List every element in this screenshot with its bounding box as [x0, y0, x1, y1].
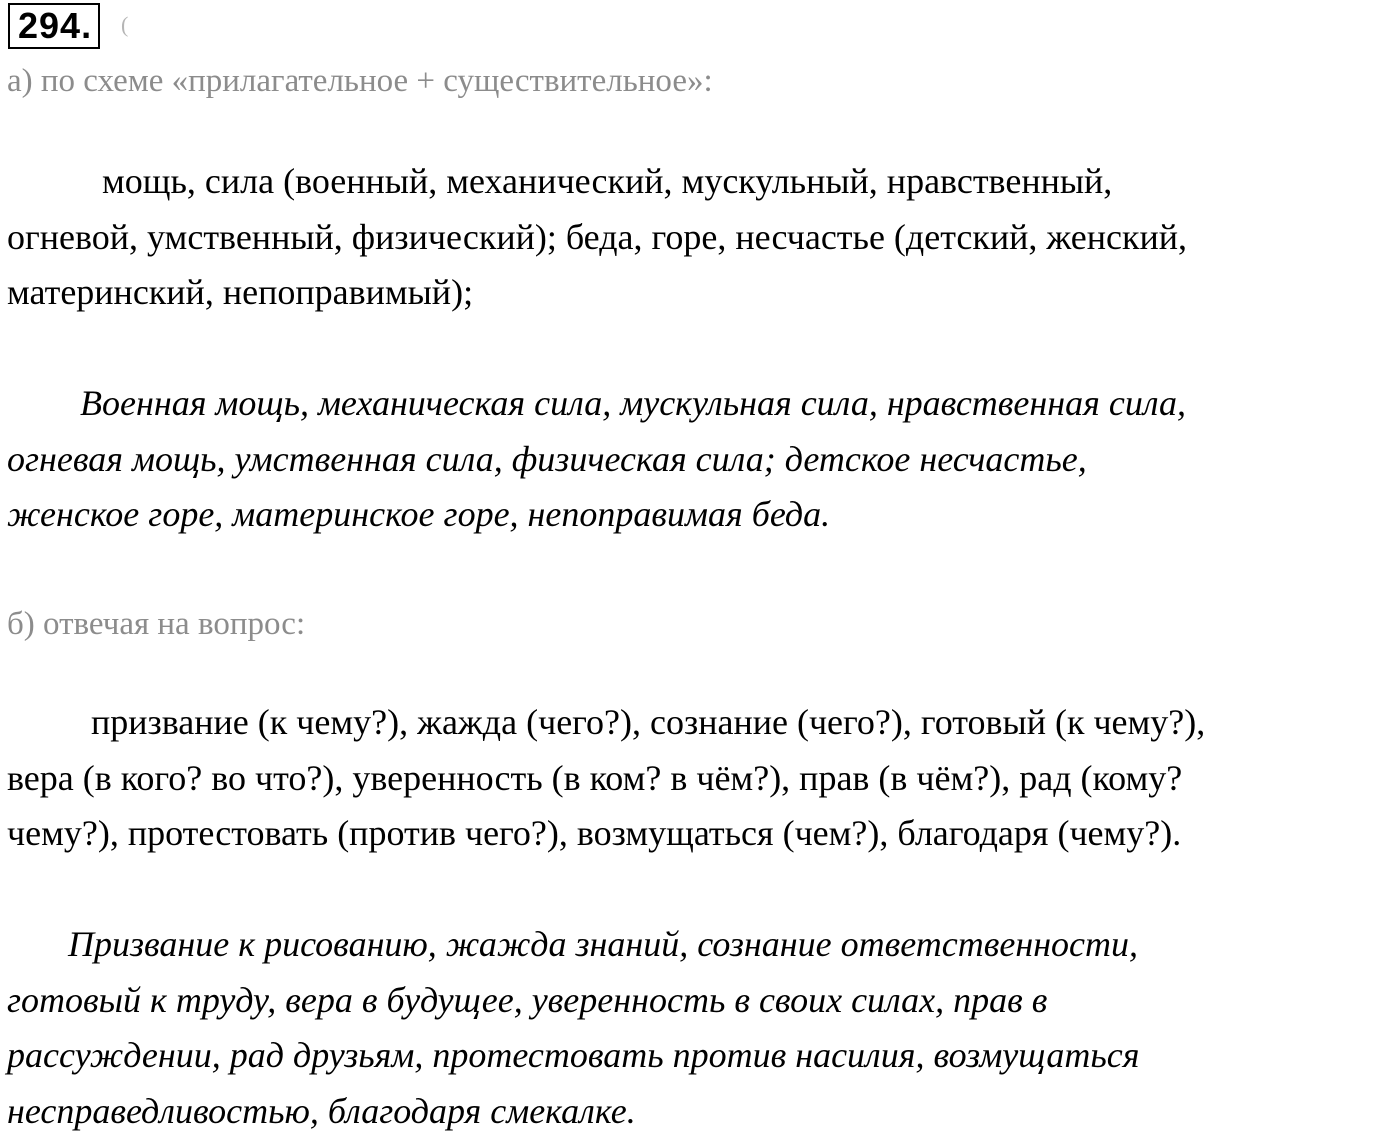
answer-b-line: несправедливостью, благодаря смекалке. — [7, 1084, 1397, 1139]
task-a-instruction: а) по схеме «прилагательное + существительное»: — [7, 61, 713, 101]
answer-a-line: женское горе, материнское горе, непоправимая беда. — [7, 487, 1397, 543]
words-b-line: чему?), протестовать (против чего?), возмущаться (чем?), благодаря (чему?). — [7, 806, 1397, 862]
words-b-line: призвание (к чему?), жажда (чего?), сознание (чего?), готовый (к чему?), — [7, 695, 1397, 751]
exercise-number: 294. — [8, 3, 100, 49]
words-b-line: вера (в кого? во что?), уверенность (в ком? в чём?), прав (в чём?), рад (кому? — [7, 751, 1397, 807]
answer-a-paragraph — [7, 376, 1397, 543]
words-b-paragraph — [7, 695, 1397, 862]
answer-b-paragraph — [7, 917, 1397, 1139]
words-a-line: материнский, непоправимый); — [7, 265, 1397, 321]
words-a-paragraph — [7, 154, 1397, 321]
answer-b-line: готовый к труду, вера в будущее, уверенность в своих силах, прав в — [7, 973, 1397, 1029]
task-b-instruction: б) отвечая на вопрос: — [7, 604, 305, 644]
margin-mark: ( — [121, 14, 128, 36]
answer-b-line: рассуждении, рад друзьям, протестовать против насилия, возмущаться — [7, 1028, 1397, 1084]
words-a-line: мощь, сила (военный, механический, мускульный, нравственный, — [7, 154, 1397, 210]
answer-a-line: Военная мощь, механическая сила, мускульная сила, нравственная сила, — [7, 376, 1397, 432]
answer-b-line: Призвание к рисованию, жажда знаний, сознание ответственности, — [7, 917, 1397, 973]
words-a-line: огневой, умственный, физический); беда, горе, несчастье (детский, женский, — [7, 210, 1397, 266]
answer-a-line: огневая мощь, умственная сила, физическая сила; детское несчастье, — [7, 432, 1397, 488]
